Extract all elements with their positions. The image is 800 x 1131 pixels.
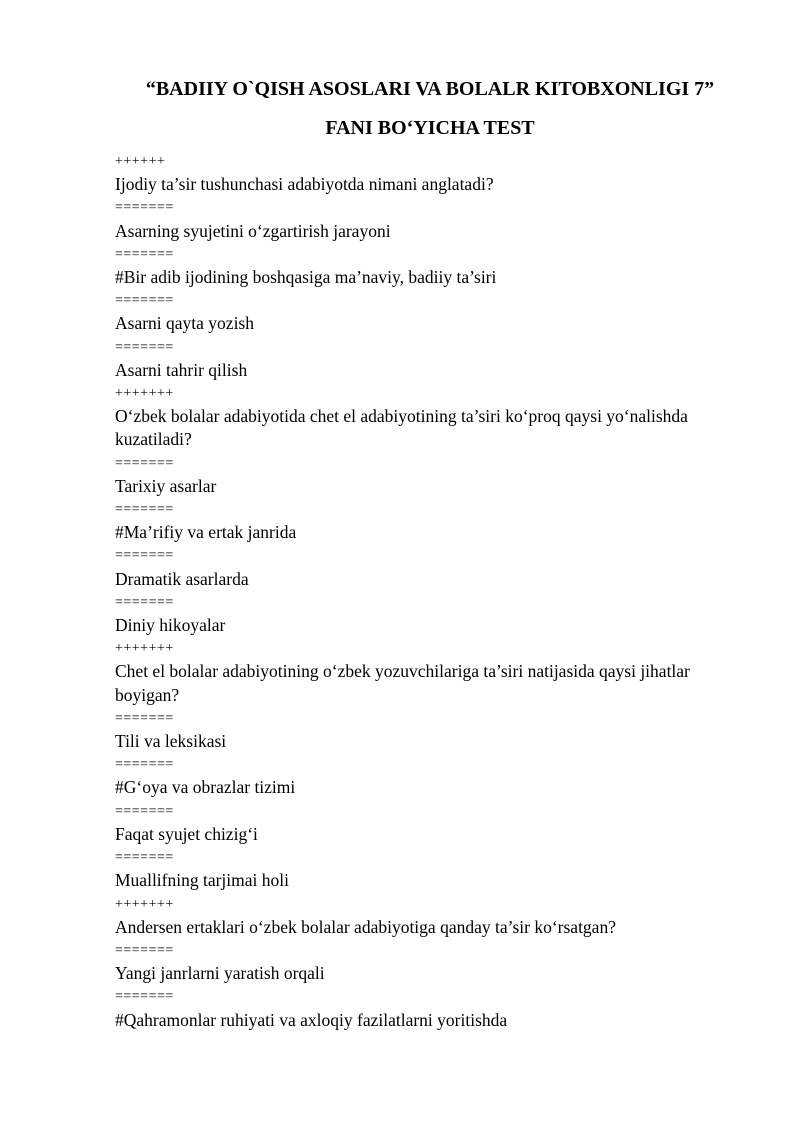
document-title-line-1: “BADIIY O`QISH ASOSLARI VA BOLALR KITOBXONLIGI 7”	[145, 78, 715, 100]
answer-separator: =======	[115, 502, 174, 518]
question-text: Chet el bolalar adabiyotining o‘zbek yozuvchilariga ta’siri natijasida qaysi jihatlar boyigan?	[115, 661, 690, 705]
answer-separator: =======	[115, 803, 174, 819]
answer-option: Muallifning tarjimai holi	[115, 870, 290, 891]
answer-separator: =======	[115, 293, 174, 309]
test-content	[115, 150, 740, 1032]
answer-separator: =======	[115, 455, 174, 471]
answer-option: Asarni qayta yozish	[115, 313, 254, 334]
question-separator: +++++++	[115, 641, 174, 657]
answer-separator: =======	[115, 989, 174, 1005]
answer-separator: =======	[115, 757, 174, 773]
document-title-line-2: FANI BO‘YICHA TEST	[325, 117, 535, 139]
correct-answer-option: #Bir adib ijodining boshqasiga ma’naviy, badiiy ta’siri	[115, 267, 497, 288]
answer-option: Tili va leksikasi	[115, 731, 227, 752]
question-text: O‘zbek bolalar adabiyotida chet el adabiyotining ta’siri ko‘proq qaysi yo‘nalishda kuzatiladi?	[115, 406, 688, 450]
answer-separator: =======	[115, 200, 174, 216]
question-text: Ijodiy ta’sir tushunchasi adabiyotda nimani anglatadi?	[115, 174, 494, 195]
answer-option: Asarning syujetini o‘zgartirish jarayoni	[115, 220, 391, 241]
answer-separator: =======	[115, 710, 174, 726]
question-separator: +++++++	[115, 896, 174, 912]
answer-separator: =======	[115, 246, 174, 262]
correct-answer-option: #Ma’rifiy va ertak janrida	[115, 522, 297, 543]
correct-answer-option: #Qahramonlar ruhiyati va axloqiy fazilatlarni yoritishda	[115, 1009, 508, 1030]
correct-answer-option: #G‘oya va obrazlar tizimi	[115, 777, 296, 798]
answer-separator: =======	[115, 850, 174, 866]
answer-option: Tarixiy asarlar	[115, 475, 217, 496]
answer-option: Diniy hikoyalar	[115, 615, 226, 636]
question-text: Andersen ertaklari o‘zbek bolalar adabiyotiga qanday ta’sir ko‘rsatgan?	[115, 916, 616, 937]
answer-separator: =======	[115, 942, 174, 958]
answer-option: Dramatik asarlarda	[115, 568, 249, 589]
answer-separator: =======	[115, 339, 174, 355]
answer-option: Faqat syujet chizig‘i	[115, 823, 258, 844]
question-separator: ++++++	[115, 154, 166, 169]
answer-option: Asarni tahrir qilish	[115, 359, 248, 380]
answer-separator: =======	[115, 548, 174, 564]
question-separator: +++++++	[115, 386, 174, 402]
answer-option: Yangi janrlarni yaratish orqali	[115, 963, 325, 984]
answer-separator: =======	[115, 594, 174, 610]
